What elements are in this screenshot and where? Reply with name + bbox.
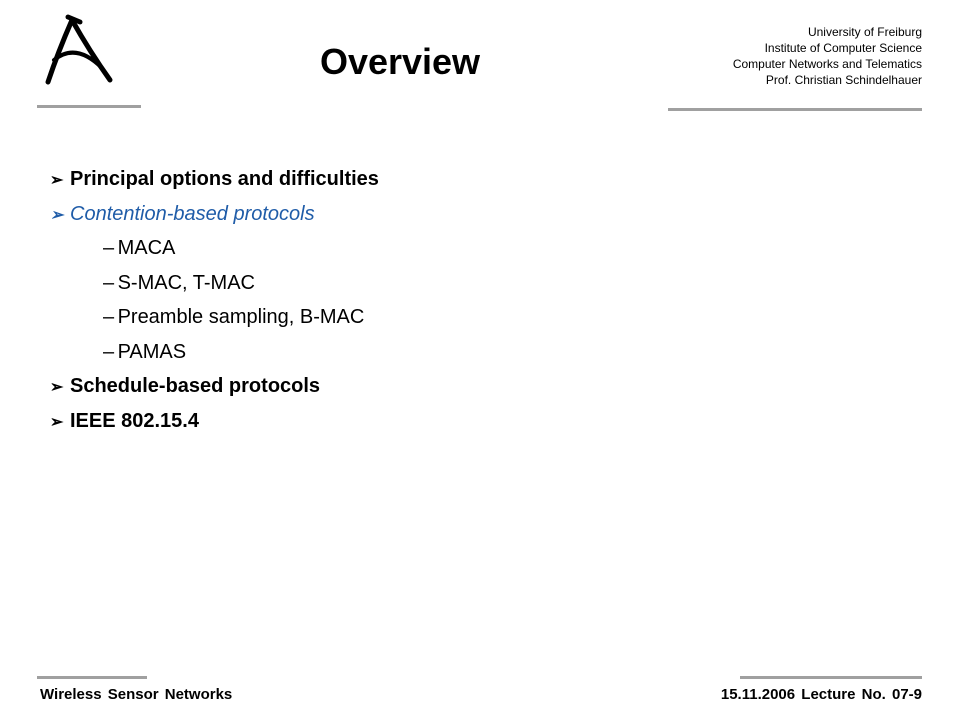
affiliation-university: University of Freiburg [807,25,922,39]
arrow-bullet-icon: ➢ [50,413,64,431]
bullet-list [50,162,750,438]
footer-rule-left [37,676,147,679]
bullet-item [50,404,750,439]
footer-rule-right [740,676,922,679]
sub-bullet-text: S-MAC, T-MAC [117,271,255,294]
bullet-text: Contention-based protocols [70,202,315,225]
affiliation-block [733,24,922,88]
dash-marker: – [103,340,115,363]
affiliation-institute: Institute of Computer Science [764,41,922,55]
sub-bullet-text: Preamble sampling, B-MAC [117,306,365,328]
slide-title: Overview [319,41,481,82]
bullet-text: Schedule-based protocols [70,375,321,397]
sub-bullet-text: PAMAS [117,340,187,363]
sub-bullet-item [50,300,750,335]
header-rule-right [668,108,922,111]
bullet-item-active [50,197,750,232]
footer-lecture-info: 15.11.2006 Lecture No. 07-9 [720,686,922,703]
sub-bullet-item [50,335,750,370]
bullet-text: IEEE 802.15.4 [70,409,199,432]
dash-marker: – [103,306,115,328]
university-logo-icon [40,12,120,92]
affiliation-professor: Prof. Christian Schindelhauer [765,73,922,87]
arrow-bullet-icon: ➢ [50,206,64,224]
dash-marker: – [103,237,115,259]
footer-course-name: Wireless Sensor Networks [40,686,233,703]
bullet-item [50,369,750,404]
dash-marker: – [103,271,115,294]
affiliation-department: Computer Networks and Telematics [732,57,922,71]
sub-bullet-item [50,266,750,301]
arrow-bullet-icon: ➢ [50,172,64,189]
bullet-item [50,162,750,197]
bullet-text: Principal options and difficulties [70,168,379,190]
header-rule-left [37,105,141,108]
sub-bullet-text: MACA [117,237,176,259]
arrow-bullet-icon: ➢ [50,379,64,396]
sub-bullet-item [50,231,750,266]
